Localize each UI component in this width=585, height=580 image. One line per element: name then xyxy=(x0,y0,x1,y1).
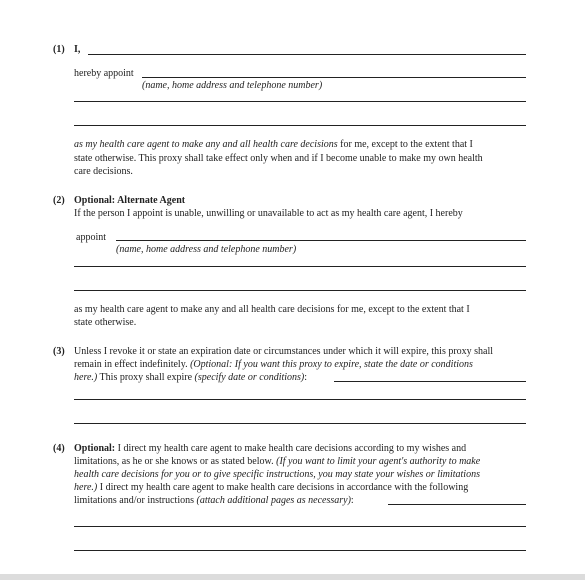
section-3-number: (3) xyxy=(53,346,65,357)
section-3-here: here.) xyxy=(74,372,98,383)
section-4-line-1-rest: I direct my health care agent to make health care decisions according to my wishes and xyxy=(115,443,467,454)
section-4-line-5-start: limitations and/or instructions xyxy=(74,495,197,506)
section-4-optional-label: Optional: xyxy=(74,443,116,454)
agent-name-hint: (name, home address and telephone number) xyxy=(142,80,323,91)
section-1-text-line-3: care decisions. xyxy=(74,166,133,177)
section-2-text-line-3: state otherwise. xyxy=(74,317,137,328)
section-2-agent-line: as my health care agent to make any and all health care decisions for me, except to the extent that I xyxy=(74,304,470,315)
section-4-text-line-4 xyxy=(74,482,468,494)
section-1-phrase-rest: for me, except to the extent that I xyxy=(337,139,473,150)
section-3-text-line-3 xyxy=(74,372,307,384)
expiration-line-inline[interactable] xyxy=(334,381,526,382)
agent-address-line-1[interactable] xyxy=(74,101,526,102)
alternate-address-line-2[interactable] xyxy=(74,290,526,291)
section-2-heading: Optional: Alternate Agent xyxy=(74,195,186,206)
section-3-expire-text: This proxy shall expire xyxy=(97,372,195,383)
section-4-line-2-italic: (If you want to limit your agent's authority to make xyxy=(276,456,481,467)
expiration-line-2[interactable] xyxy=(74,423,526,424)
section-4-line-4-rest: I direct my health care agent to make health care decisions in accordance with the following xyxy=(97,482,469,493)
section-4-colon: : xyxy=(350,495,354,506)
section-3-specify: (specify date or conditions) xyxy=(194,372,305,383)
hereby-appoint-label: hereby appoint xyxy=(74,68,134,79)
section-1-number: (1) xyxy=(53,44,65,55)
principal-name-line[interactable] xyxy=(88,54,526,55)
section-2-text-line-1: If the person I appoint is unable, unwilling or unavailable to act as my health care agent, I hereby xyxy=(74,208,463,219)
section-4-text-line-5 xyxy=(74,495,354,507)
section-4-text-line-2 xyxy=(74,456,480,468)
instructions-line-1[interactable] xyxy=(74,526,526,527)
section-1-text-line-2: state otherwise. This proxy shall take effect only when and if I become unable to make my own health xyxy=(74,153,483,164)
alternate-agent-name-line[interactable] xyxy=(116,240,526,241)
section-4-here: here.) xyxy=(74,482,98,493)
section-1-text-line-1 xyxy=(74,139,473,151)
section-3-text-line-1: Unless I revoke it or state an expiration date or circumstances under which it will expire, this proxy shall xyxy=(74,346,494,357)
agent-address-line-2[interactable] xyxy=(74,125,526,126)
section-2-number: (2) xyxy=(53,195,65,206)
instructions-line-inline[interactable] xyxy=(388,504,526,505)
section-1-lead: I, xyxy=(74,44,81,55)
section-4-attach-note: (attach additional pages as necessary) xyxy=(196,495,351,506)
page-shadow xyxy=(0,574,585,580)
alternate-address-line-1[interactable] xyxy=(74,266,526,267)
agent-name-line[interactable] xyxy=(142,77,526,78)
section-4-text-line-1 xyxy=(74,443,466,455)
section-3-colon: : xyxy=(304,372,308,383)
section-4-number: (4) xyxy=(53,443,65,454)
section-1-italic-phrase: as my health care agent to make any and all health care decisions xyxy=(74,139,338,150)
appoint-label: appoint xyxy=(76,232,106,243)
section-3-text-line-2 xyxy=(74,359,473,371)
alternate-agent-hint: (name, home address and telephone number) xyxy=(116,244,297,255)
section-3-line-2-start: remain in effect indefinitely. xyxy=(74,359,191,370)
section-4-line-2-start: limitations, as he or she knows or as stated below. xyxy=(74,456,277,467)
section-3-optional-note: (Optional: If you want this proxy to expire, state the date or conditions xyxy=(190,359,473,370)
section-4-text-line-3: health care decisions for you or to give specific instructions, you may state your wishes or limitations xyxy=(74,469,480,480)
instructions-line-2[interactable] xyxy=(74,550,526,551)
expiration-line-1[interactable] xyxy=(74,399,526,400)
